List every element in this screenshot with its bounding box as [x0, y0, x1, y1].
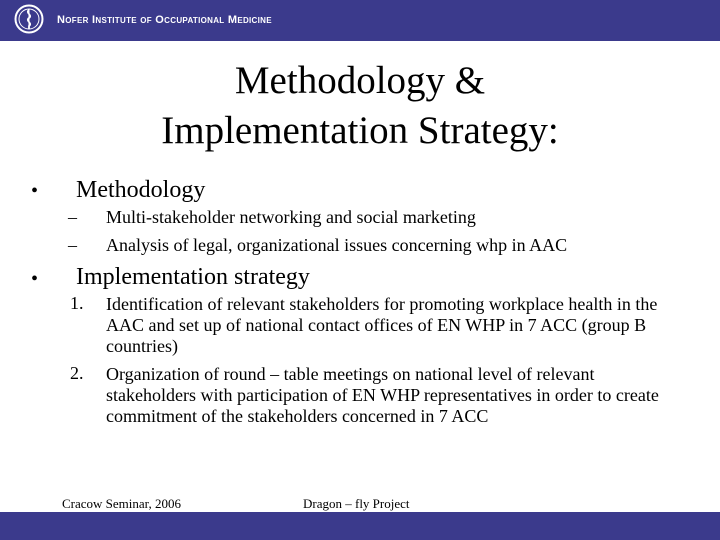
list-item: Organization of round – table meetings on national level of relevant stakeholders with participation of EN WHP representatives in order to create commitment of the stakeholders concerned in 7 ACC: [106, 364, 659, 426]
bottom-bar: [0, 512, 720, 540]
footer-center: Dragon – fly Project: [303, 496, 410, 511]
list-item: Identification of relevant stakeholders for promoting workplace health in the AAC and set up of national contact offices of EN WHP in 7 ACC (group B countries): [106, 294, 658, 356]
list-item: Analysis of legal, organizational issues concerning whp in AAC: [106, 235, 568, 255]
org-name: Nofer Institute of Occupational Medicine: [57, 14, 272, 26]
title-line-1: Methodology &: [234, 59, 486, 102]
institute-seal-icon: [14, 4, 44, 34]
slide-title: [0, 56, 720, 156]
header-bar: [0, 0, 720, 41]
dash-marker: –: [68, 207, 77, 227]
number-marker: 1.: [70, 293, 84, 313]
bullet-marker: •: [31, 268, 39, 290]
bullet-marker: •: [31, 180, 39, 202]
list-item: Multi-stakeholder networking and social marketing: [106, 207, 476, 227]
dash-marker: –: [68, 235, 77, 255]
title-line-2: Implementation Strategy:: [161, 109, 559, 152]
number-marker: 2.: [70, 363, 84, 383]
section-heading-implementation: Implementation strategy: [76, 264, 310, 290]
footer-left: Cracow Seminar, 2006: [62, 496, 181, 511]
section-heading-methodology: Methodology: [76, 177, 206, 203]
